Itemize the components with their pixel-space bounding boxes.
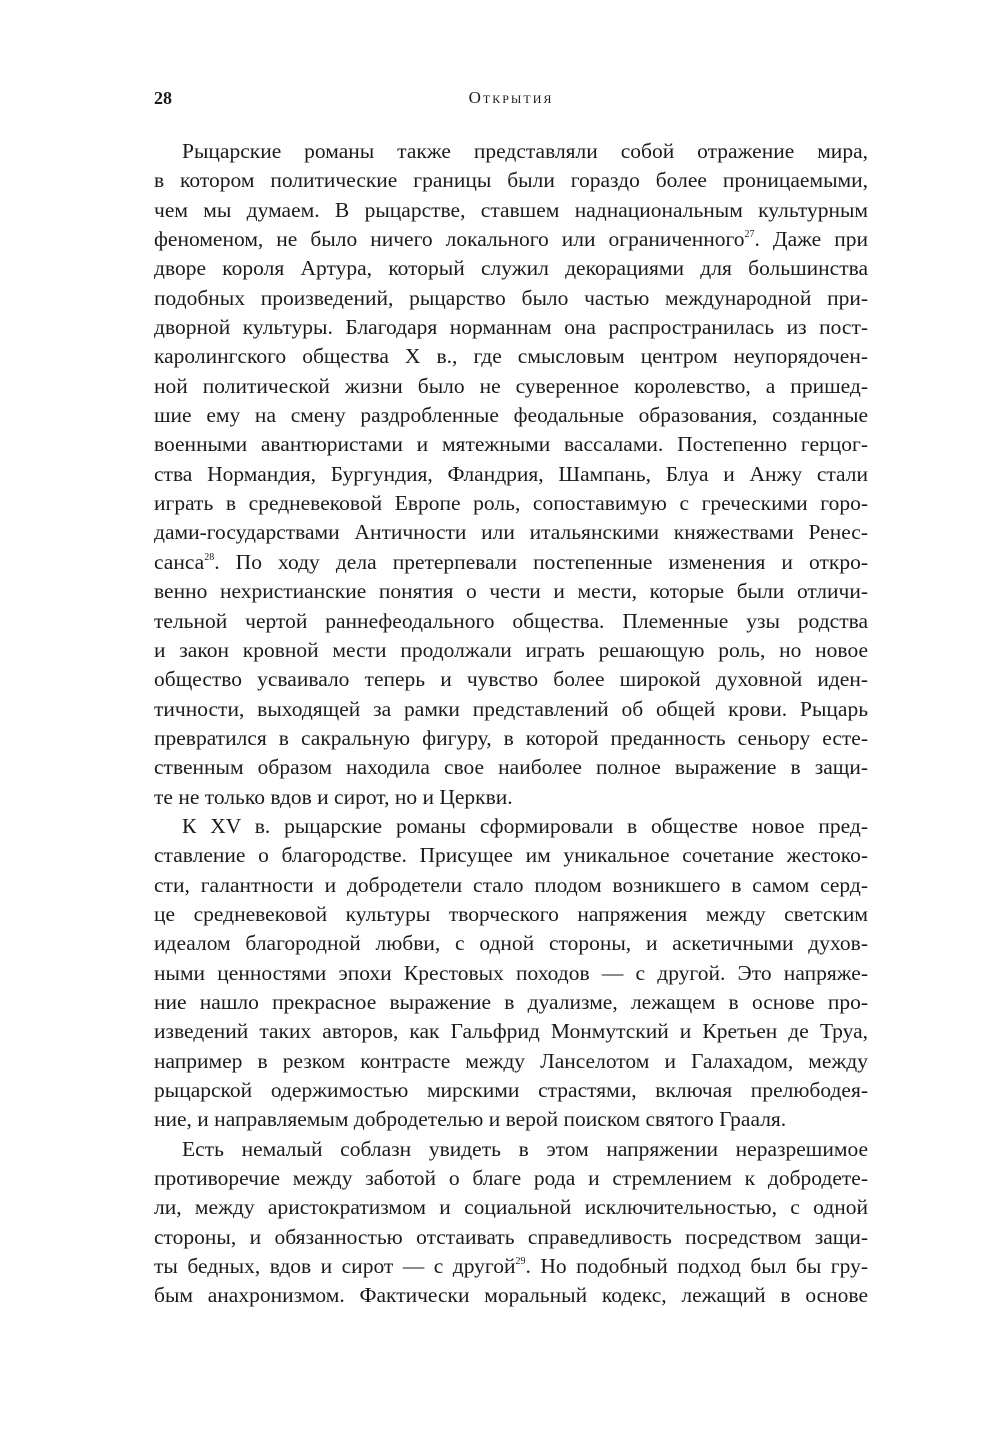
text-line: ственным образом находила свое наиболее полное выражение в защи- (154, 755, 868, 780)
footnote-reference[interactable]: 29 (515, 1256, 526, 1268)
text-line: ли, между аристократизмом и социальной исключительностью, с одной (154, 1195, 868, 1220)
text-line: чем мы думаем. В рыцарстве, ставшем наднациональным культурным (154, 197, 868, 222)
text-line: ной политической жизни было не суверенное королевство, а пришед- (154, 373, 868, 398)
text-line: стороны, и обязанностью отстаивать справедливость посредством защи- (154, 1224, 868, 1249)
text-line: бым анахронизмом. Фактически моральный кодекс, лежащий в основе (154, 1283, 868, 1308)
text-line: ты бедных, вдов и сирот — с другой$^{29}$. Но подобный подход был бы гру- (154, 1254, 868, 1279)
footnote-reference[interactable]: 27 (744, 229, 755, 241)
running-title: Открытия (468, 88, 554, 107)
text-line: общество усваивало теперь и чувство более широкой духовной иден- (154, 667, 868, 692)
text-line: феноменом, не было ничего локального или ограниченного$^{27}$. Даже при (154, 227, 868, 252)
text-line: шие ему на смену раздробленные феодальные образования, созданные (154, 403, 868, 428)
text-line: идеалом благородной любви, с одной стороны, и аскетичными духов- (154, 931, 868, 956)
text-line: противоречие между заботой о благе рода и стремлением к добродете- (154, 1166, 868, 1191)
text-line: тичности, выходящей за рамки представлений об общей крови. Рыцарь (154, 696, 868, 721)
text-line: дворной культуры. Благодаря норманнам она распространилась из пост- (154, 315, 868, 340)
text-line: венно нехристианские понятия о чести и мести, которые были отличи- (154, 579, 868, 604)
body-text (154, 137, 868, 1311)
text-line: те не только вдов и сирот, но и Церкви. (154, 784, 513, 809)
text-line: санса$^{28}$. По ходу дела претерпевали постепенные изменения и откро- (154, 549, 868, 574)
text-line: це средневековой культуры творческого напряжения между светским (154, 901, 868, 926)
text-line: военными авантюристами и мятежными вассалами. Постепенно герцог- (154, 432, 868, 457)
text-line: ние, и направляемым добродетелью и верой поиском святого Грааля. (154, 1107, 787, 1132)
text-line: изведений таких авторов, как Гальфрид Монмутский и Кретьен де Труа, (154, 1019, 868, 1044)
text-line: Рыцарские романы также представляли собой отражение мира, (182, 139, 868, 163)
text-line: тельной чертой раннефеодального общества. Племенные узы родства (154, 608, 868, 633)
text-line: дами-государствами Античности или итальянскими княжествами Ренес- (154, 520, 868, 545)
text-line: К XV в. рыцарские романы сформировали в обществе новое пред- (182, 813, 868, 838)
text-line: и закон кровной мести продолжали играть решающую роль, но новое (154, 637, 868, 662)
text-line: ставление о благородстве. Присущее им уникальное сочетание жестоко- (154, 843, 868, 868)
text-line: ными ценностями эпохи Крестовых походов — с другой. Это напряже- (154, 960, 868, 985)
text-line: например в резком контрасте между Ланселотом и Галахадом, между (154, 1048, 868, 1073)
text-line: рыцарской одержимостью мирскими страстями, включая прелюбодея- (154, 1078, 868, 1102)
footnote-reference[interactable]: 28 (204, 551, 215, 563)
text-line: в котором политические границы были гораздо более проницаемыми, (154, 168, 868, 193)
text-line: играть в средневековой Европе роль, сопоставимую с греческими горо- (154, 491, 868, 516)
text-line: дворе короля Артура, который служил декорациями для большинства (154, 256, 868, 281)
paragraph (154, 812, 868, 1135)
paragraph (154, 137, 868, 812)
text-line: каролингского общества X в., где смысловым центром неупорядочен- (154, 344, 868, 369)
text-line: сти, галантности и добродетели стало плодом возникшего в самом серд- (154, 872, 868, 897)
paragraph (154, 1135, 868, 1311)
text-line: ства Нормандия, Бургундия, Фландрия, Шампань, Блуа и Анжу стали (154, 461, 868, 486)
text-line: ние нашло прекрасное выражение в дуализме, лежащем в основе про- (154, 989, 868, 1014)
text-line: Есть немалый соблазн увидеть в этом напряжении неразрешимое (182, 1136, 868, 1161)
page-number: 28 (154, 88, 172, 108)
text-line: превратился в сакральную фигуру, в которой преданность сеньору есте- (154, 725, 868, 750)
text-line: подобных произведений, рыцарство было частью международной при- (154, 285, 868, 310)
